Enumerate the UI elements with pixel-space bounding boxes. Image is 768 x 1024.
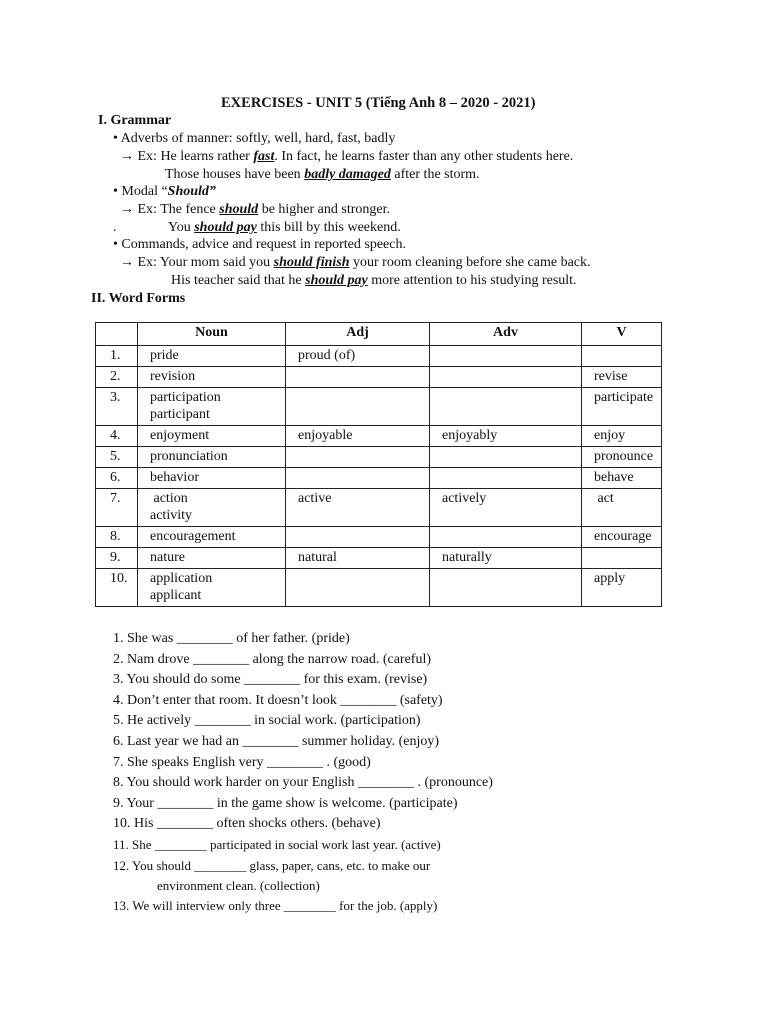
exercise-item: 9. Your ________ in the game show is welcome. (participate) bbox=[113, 796, 458, 811]
modal-example-1: → Ex: The fence should be higher and stronger. bbox=[120, 202, 390, 217]
exercise-item: 10. His ________ often shocks others. (behave) bbox=[113, 816, 381, 831]
noun-word: encouragement bbox=[150, 529, 236, 544]
noun-word: application bbox=[150, 571, 213, 586]
noun-cell bbox=[138, 388, 286, 426]
verb-cell: act bbox=[582, 489, 662, 527]
header-verb: V bbox=[582, 323, 662, 346]
exercise-item: 7. She speaks English very ________ . (good) bbox=[113, 755, 371, 770]
verb-cell: revise bbox=[582, 367, 662, 388]
modal-example-2-dot: . bbox=[113, 220, 117, 235]
row-number: 4. bbox=[96, 426, 138, 447]
adv-cell bbox=[430, 367, 582, 388]
adv-cell bbox=[430, 346, 582, 367]
adj-cell: enjoyable bbox=[286, 426, 430, 447]
adverbs-example-2: Those houses have been badly damaged after the storm. bbox=[165, 167, 480, 182]
noun-word: action bbox=[150, 491, 188, 506]
page-title: EXERCISES - UNIT 5 (Tiếng Anh 8 – 2020 - 2021) bbox=[221, 95, 536, 111]
table-row bbox=[96, 468, 662, 489]
row-number: 10. bbox=[96, 569, 138, 607]
row-number: 8. bbox=[96, 527, 138, 548]
adverbs-bullet: • Adverbs of manner: softly, well, hard, fast, badly bbox=[113, 131, 396, 146]
exercise-item: 1. She was ________ of her father. (pride) bbox=[113, 631, 350, 646]
verb-cell: participate bbox=[582, 388, 662, 426]
noun-cell bbox=[138, 548, 286, 569]
verb-cell: apply bbox=[582, 569, 662, 607]
adj-cell bbox=[286, 447, 430, 468]
reported-example-1: → Ex: Your mom said you should finish your room cleaning before she came back. bbox=[120, 255, 591, 270]
row-number: 5. bbox=[96, 447, 138, 468]
table-row bbox=[96, 426, 662, 447]
noun-cell bbox=[138, 527, 286, 548]
row-number: 9. bbox=[96, 548, 138, 569]
adj-cell: active bbox=[286, 489, 430, 527]
exercise-item: 3. You should do some ________ for this exam. (revise) bbox=[113, 672, 428, 687]
adv-cell bbox=[430, 388, 582, 426]
verb-cell: enjoy bbox=[582, 426, 662, 447]
header-noun: Noun bbox=[138, 323, 286, 346]
adv-cell bbox=[430, 527, 582, 548]
verb-cell: encourage bbox=[582, 527, 662, 548]
noun-cell bbox=[138, 569, 286, 607]
header-number bbox=[96, 323, 138, 346]
word-forms-heading: II. Word Forms bbox=[91, 291, 186, 306]
noun-word: participant bbox=[150, 407, 210, 422]
exercise-item: 2. Nam drove ________ along the narrow road. (careful) bbox=[113, 652, 432, 667]
noun-cell bbox=[138, 447, 286, 468]
table-row bbox=[96, 527, 662, 548]
adv-cell bbox=[430, 468, 582, 489]
row-number: 1. bbox=[96, 346, 138, 367]
table-row bbox=[96, 548, 662, 569]
exercise-item: 4. Don’t enter that room. It doesn’t look ________ (safety) bbox=[113, 693, 443, 708]
row-number: 3. bbox=[96, 388, 138, 426]
modal-example-2: You should pay this bill by this weekend. bbox=[168, 220, 401, 235]
exercise-item: 6. Last year we had an ________ summer holiday. (enjoy) bbox=[113, 734, 440, 749]
adj-cell: proud (of) bbox=[286, 346, 430, 367]
grammar-heading: I. Grammar bbox=[98, 113, 172, 128]
verb-cell: pronounce bbox=[582, 447, 662, 468]
adv-cell bbox=[430, 569, 582, 607]
noun-cell bbox=[138, 489, 286, 527]
noun-word: pride bbox=[150, 348, 179, 363]
reported-bullet: • Commands, advice and request in reported speech. bbox=[113, 237, 406, 252]
noun-word: revision bbox=[150, 369, 196, 384]
verb-cell bbox=[582, 346, 662, 367]
adj-cell: natural bbox=[286, 548, 430, 569]
exercise-item: 8. You should work harder on your English ________ . (pronounce) bbox=[113, 775, 493, 790]
verb-cell bbox=[582, 548, 662, 569]
table-header-row bbox=[96, 323, 662, 346]
adv-cell: enjoyably bbox=[430, 426, 582, 447]
adverbs-example-1: → Ex: He learns rather fast. In fact, he learns faster than any other students here. bbox=[120, 149, 574, 164]
table-row bbox=[96, 346, 662, 367]
table-row bbox=[96, 447, 662, 468]
noun-cell bbox=[138, 367, 286, 388]
adj-cell bbox=[286, 527, 430, 548]
adv-cell: actively bbox=[430, 489, 582, 527]
modal-bullet: • Modal “Should” bbox=[113, 184, 216, 199]
exercise-item: 13. We will interview only three ________ for the job. (apply) bbox=[113, 898, 438, 913]
noun-cell bbox=[138, 346, 286, 367]
adv-cell bbox=[430, 447, 582, 468]
noun-word: behavior bbox=[150, 470, 199, 485]
noun-word: applicant bbox=[150, 588, 202, 603]
adv-cell: naturally bbox=[430, 548, 582, 569]
header-adv: Adv bbox=[430, 323, 582, 346]
row-number: 7. bbox=[96, 489, 138, 527]
noun-word: nature bbox=[150, 550, 185, 565]
adj-cell bbox=[286, 468, 430, 489]
table-row bbox=[96, 569, 662, 607]
verb-cell: behave bbox=[582, 468, 662, 489]
adj-cell bbox=[286, 367, 430, 388]
exercise-item-continued: environment clean. (collection) bbox=[157, 878, 320, 893]
noun-cell bbox=[138, 468, 286, 489]
word-forms-table bbox=[95, 322, 662, 607]
noun-word: activity bbox=[150, 508, 192, 523]
noun-word: pronunciation bbox=[150, 449, 228, 464]
adj-cell bbox=[286, 569, 430, 607]
row-number: 6. bbox=[96, 468, 138, 489]
table-row bbox=[96, 489, 662, 527]
noun-word: participation bbox=[150, 390, 221, 405]
exercise-item: 11. She ________ participated in social work last year. (active) bbox=[113, 837, 441, 852]
table-row bbox=[96, 367, 662, 388]
adj-cell bbox=[286, 388, 430, 426]
table-row bbox=[96, 388, 662, 426]
noun-word: enjoyment bbox=[150, 428, 210, 443]
exercise-item: 12. You should ________ glass, paper, cans, etc. to make our bbox=[113, 858, 431, 873]
noun-cell bbox=[138, 426, 286, 447]
row-number: 2. bbox=[96, 367, 138, 388]
exercise-item: 5. He actively ________ in social work. (participation) bbox=[113, 713, 421, 728]
header-adj: Adj bbox=[286, 323, 430, 346]
reported-example-2: His teacher said that he should pay more attention to his studying result. bbox=[171, 273, 577, 288]
